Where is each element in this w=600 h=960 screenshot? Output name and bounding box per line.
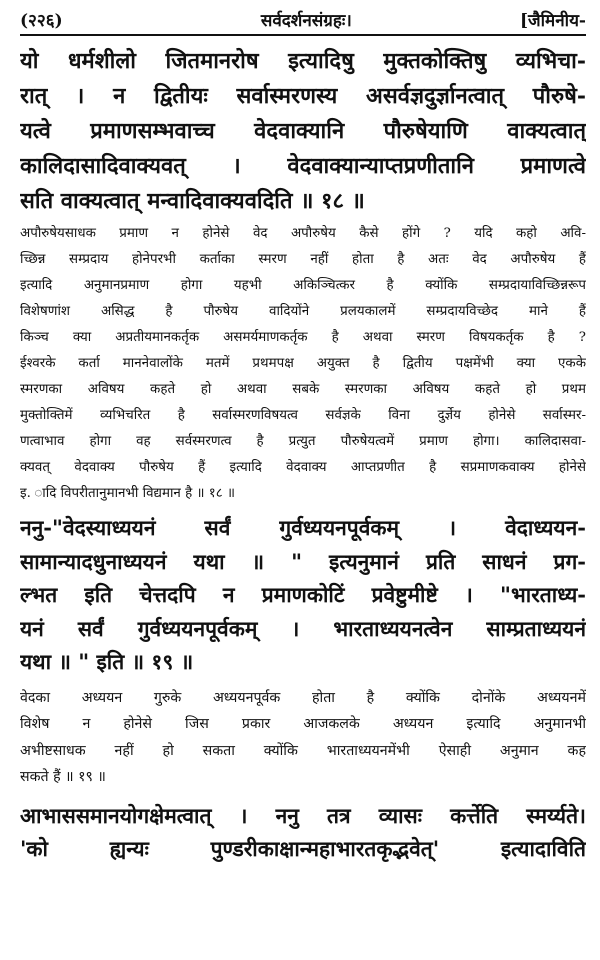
verse-line: यो धर्मशीलो जितमानरोष इत्यादिषु मुक्तकोक्तिषु व्यभिचा- [20, 48, 586, 74]
verse-line: कालिदासादिवाक्यवत् । वेदवाक्यान्याप्तप्रणीतानि प्रमाणत्वे [20, 153, 586, 179]
commentary-line: च्छिन्न सम्प्रदाय होनेपरभी कर्ताका स्मरण नहीं होता है अतः वेद अपौरुषेय हैं [20, 252, 586, 267]
commentary-line: क्यवत् वेदवाक्य पौरुषेय हैं इत्यादि वेदवाक्य आप्तप्रणीत है सप्रमाणकवाक्य होनेसे [20, 460, 586, 475]
verse-line: आभाससमानयोगक्षेमत्वात् । ननु तत्र व्यासः कर्त्तेति स्मर्य्यते। [20, 802, 586, 828]
commentary-line: अभीष्टसाधक नहीं हो सकता क्योंकि भारताध्ययनमेंभी ऐसाही अनुमान कह [20, 742, 586, 759]
verse-line: ल्भत इति चेत्तदपि न प्रमाणकोटिं प्रवेष्टुमीष्टे । "भारताध्य- [20, 582, 586, 607]
commentary-line: इत्यादि अनुमानप्रमाण होगा यहभी अकिञ्चित्कर है क्योंकि सम्प्रदायाविच्छिन्नरूप [20, 278, 586, 293]
verse-line: ननु-"वेदस्याध्ययनं सर्वं गुर्वध्ययनपूर्वकम् । वेदाध्ययन- [20, 515, 586, 540]
verse-block-20 [20, 799, 586, 865]
commentary-line: ईश्वरके कर्ता माननेवालोंके मतमें प्रथमपक्ष अयुक्त है द्वितीय पक्षमेंभी क्या एकके [20, 356, 586, 371]
verse-line: 'को ह्यन्यः पुण्डरीकाक्षान्महाभारतकृद्भवेत्' इत्यादाविति [20, 835, 586, 861]
commentary-line: विशेषणांश असिद्ध है पौरुषेय वादियोंने प्रलयकालमें सम्प्रदायविच्छेद माने हैं [20, 304, 586, 319]
commentary-line: इ. ादि विपरीतानुमानभी विद्यमान है ॥ १८ ॥ [20, 486, 235, 501]
commentary-line: किञ्च क्या अप्रतीयमानकर्तृक असमर्यमाणकर्तृक है अथवा स्मरण विषयकर्तृक है ? [20, 330, 586, 345]
verse-line: यत्वे प्रमाणसम्भवाच्च वेदवाक्यानि पौरुषेयाणि वाक्यत्वात् [20, 118, 586, 144]
verse-line: सामान्यादधुनाध्ययनं यथा ॥ " इत्यनुमानं प्रति साधनं प्रग- [20, 548, 586, 574]
commentary-18 [20, 221, 586, 507]
verse-block-18 [20, 44, 586, 219]
verse-line: यनं सर्वं गुर्वध्ययनपूर्वकम् । भारताध्ययनत्वेन साम्प्रताध्ययनं [20, 615, 586, 641]
commentary-19 [20, 685, 586, 791]
page-header [20, 4, 586, 36]
verse-line: रात् । न द्वितीयः सर्वास्मरणस्य असर्वज्ञदुर्ज्ञानत्वात् पौरुषे- [20, 83, 586, 109]
commentary-line: वेदका अध्ययन गुरुके अध्ययनपूर्वक होता है क्योंकि दोनोंके अध्ययनमें [20, 689, 586, 706]
running-title: सर्वदर्शनसंग्रहः। [260, 10, 352, 31]
commentary-line: मुक्तोक्तिमें व्यभिचरित है सर्वास्मरणविषयत्व सर्वज्ञके विना दुर्ज्ञेय होनेसे सर्वास्मर- [20, 408, 586, 423]
verse-block-19 [20, 511, 586, 679]
page-number: (२२६) [20, 10, 63, 31]
verse-line: सति वाक्यत्वात् मन्वादिवाक्यवदिति ॥ १८ ॥ [20, 188, 365, 214]
commentary-line: सकते हैं ॥ १९ ॥ [20, 769, 106, 785]
commentary-line: णत्वाभाव होगा वह सर्वस्मरणत्व है प्रत्युत पौरुषेयत्वमें प्रमाण होगा। कालिदासवा- [20, 434, 586, 449]
commentary-line: विशेष न होनेसे जिस प्रकार आजकलके अध्ययन इत्यादि अनुमानभी [20, 716, 586, 732]
verse-line: यथा ॥ " इति ॥ १९ ॥ [20, 649, 194, 674]
section-label: [जैमिनीय- [520, 10, 586, 31]
commentary-line: स्मरणका अविषय कहते हो अथवा सबके स्मरणका अविषय कहते हो प्रथम [20, 382, 586, 397]
commentary-line: अपौरुषेयसाधक प्रमाण न होनेसे वेद अपौरुषेय कैसे होंगे ? यदि कहो अवि- [20, 226, 586, 241]
